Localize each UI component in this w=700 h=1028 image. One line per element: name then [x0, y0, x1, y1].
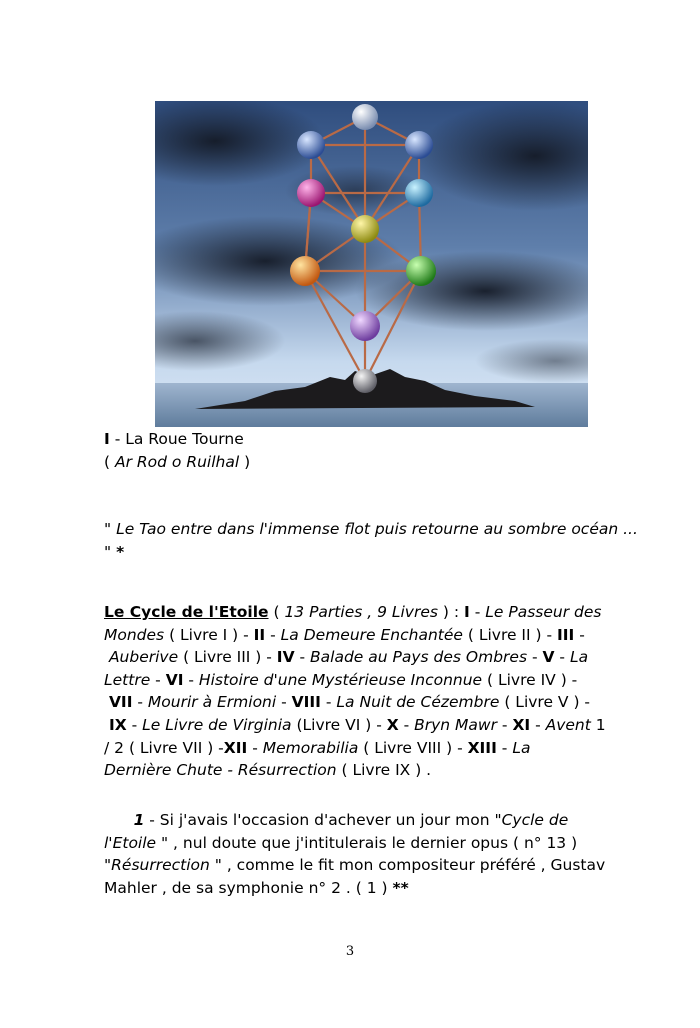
epigraph-text: Le Tao entre dans l'immense flot puis retourne au sombre océan ... [116, 520, 638, 538]
page-number: 3 [345, 944, 355, 959]
footnote-mark: * [116, 542, 125, 561]
chapter-subtitle: ( Ar Rod o Ruilhal ) [104, 452, 251, 471]
sphere-blue-left [297, 131, 325, 159]
sphere-crown [352, 104, 378, 130]
sphere-green [406, 256, 436, 286]
sphere-cyan [405, 179, 433, 207]
sphere-orange [290, 256, 320, 286]
cycle-heading: Le Cycle de l'Etoile [104, 603, 269, 621]
sphere-base [353, 369, 377, 393]
chapter-title-block [104, 428, 634, 473]
tree-of-life-illustration [155, 101, 588, 427]
sphere-yellow [351, 215, 379, 243]
chapter-title-text: - La Roue Tourne [109, 430, 244, 448]
sphere-violet [350, 311, 380, 341]
chapter-numeral: I [104, 430, 110, 448]
tree-of-life-image [155, 101, 588, 427]
chapter-title [104, 428, 634, 451]
footnote-mark-double: ** [392, 878, 409, 897]
cycle-paragraph: Le Cycle de l'Etoile ( 13 Parties , 9 Livres ) : I - Le Passeur des Mondes ( Livre I ) - II - La Demeure Enchantée ( Livre II ) - III - Auberive ( Livre III ) - IV - Balade au Pays des Ombres - V - La Lettre - VI - Histoire d'une Mystérieuse Inconnue ( Livre IV ) - VII - Mourir à Ermioni - VIII - La Nuit de Cézembre ( Livre V ) - IX - Le Livre de Virginia (Livre VI ) - X - Bryn Mawr - XI - Avent 1 / 2 ( Livre VII ) -XII - Memorabilia ( Livre VIII ) - XIII - La Dernière Chute - Résurrection ( Livre IX ) . [104, 603, 606, 780]
sphere-magenta [297, 179, 325, 207]
epigraph-line-1: " Le Tao entre dans l'immense flot puis retourne au sombre océan ... [104, 520, 638, 538]
epigraph-line-2: " * [104, 542, 125, 561]
note-number: 1 [133, 811, 145, 829]
sphere-blue-right [405, 131, 433, 159]
note-paragraph: 1 - Si j'avais l'occasion d'achever un jour mon "Cycle de l'Etoile " , nul doute que j'intitulerais le dernier opus ( n° 13 ) "Résurrection " , comme le fit mon compositeur préféré , Gustav Mahler , de sa symphonie n° 2 . ( 1 ) ** [104, 811, 606, 897]
epigraph-block [104, 518, 638, 563]
chapter-subtitle-breton: Ar Rod o Ruilhal [114, 452, 240, 471]
